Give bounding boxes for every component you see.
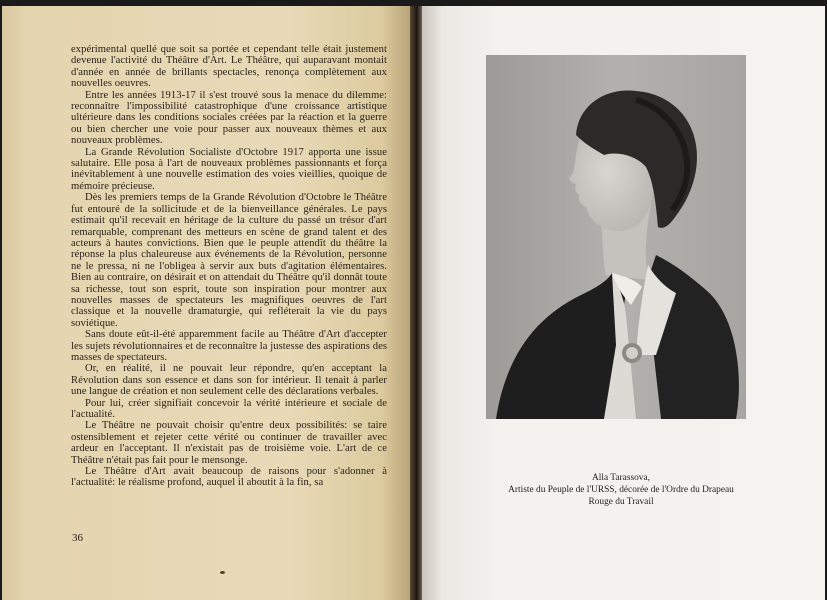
- body-text: [71, 44, 387, 489]
- paragraph-6: Or, en réalité, il ne pouvait leur répondre, qu'en acceptant la Révolution dans son essence et dans son for intérieur. Il tenait à parler une langue de création et non seulement celle des déclarations verbales.: [71, 363, 387, 398]
- portrait-photo: [486, 55, 746, 419]
- paragraph-5: Sans doute eût-il-été apparemment facile au Théâtre d'Art d'accepter les sujets révolutionnaires et de reconnaître la justesse des aspirations des masses de spectateurs.: [71, 329, 387, 363]
- ink-spot: [220, 571, 225, 574]
- right-page: [422, 6, 825, 600]
- page-number: 36: [72, 532, 83, 544]
- paragraph-3: La Grande Révolution Socialiste d'Octobre 1917 apporta une issue salutaire. Elle posa à l'art de nouveaux problèmes passionnants et força inévitablement à une nouvelle estimation des voies vieillies, quoique de mémoire précieuse.: [71, 146, 387, 192]
- book-gutter: [410, 6, 422, 600]
- caption-line-2: Artiste du Peuple de l'URSS, décorée de l'Ordre du Drapeau: [508, 485, 734, 495]
- book-spread: [2, 6, 825, 600]
- caption-name: Alla Tarassova,: [591, 473, 650, 483]
- paragraph-2: Entre les années 1913-17 il s'est trouvé sous la menace du dilemme: reconnaître l'impossibilité catastrophique d'une croissance artistique ultérieure dans les conditions sociales créées par la réaction et la guerre ou bien chercher une voie pour passer aux nouveaux thèmes et aux nouveaux problèmes.: [71, 89, 387, 147]
- left-page: [2, 6, 410, 600]
- paragraph-8: Le Théâtre ne pouvait choisir qu'entre deux possibilités: se taire ostensiblement et rejeter cette vérité ou continuer de travailler avec ardeur en l'acceptant. Il n'existait pas de troisième voie. L'art de ce Théâtre n'était pas fait pour le mensonge.: [71, 420, 387, 466]
- paragraph-9: Le Théâtre d'Art avait beaucoup de raisons pour s'adonner à l'actualité: le réalisme profond, auquel il aboutit à la fin, sa: [71, 466, 387, 489]
- paragraph-4: Dès les premiers temps de la Grande Révolution d'Octobre le Théâtre fut entouré de la sollicitude et de la bienveillance générales. Le pays estimait qu'il recevait en héritage de la culture du passé un trésor d'art remarquable, comprenant des metteurs en scène de grand talent et des acteurs à hautes convictions. Bien que le peuple attendît du théâtre la réponse la plus chaleureuse aux événements de la Révolution, personne ne le pressa, ni ne l'obligea à servir aux buts d'agitation élémentaires. Bien au contraire, on désirait et on attendait du Théâtre qu'il donnât toute sa richesse, tout son esprit, toute son inspiration pour montrer aux nouvelles masses de spectateurs les magnifiques oeuvres de l'art classique et la nouvelle dramaturgie, qui refléterait la vie du pays soviétique.: [71, 192, 387, 329]
- paragraph-7: Pour lui, créer signifiait concevoir la vérité intérieure et sociale de l'actualité.: [71, 397, 387, 420]
- photo-caption: [466, 472, 776, 508]
- caption-line-3: Rouge du Travail: [588, 497, 654, 507]
- paragraph-1: expérimental quellé que soit sa portée et cependant telle était justement devenue l'activité du Théâtre d'Art. Le Théâtre, qui auparavant montait d'année en année de brillants spectacles, renonça complètement aux nouvelles oeuvres.: [71, 44, 387, 90]
